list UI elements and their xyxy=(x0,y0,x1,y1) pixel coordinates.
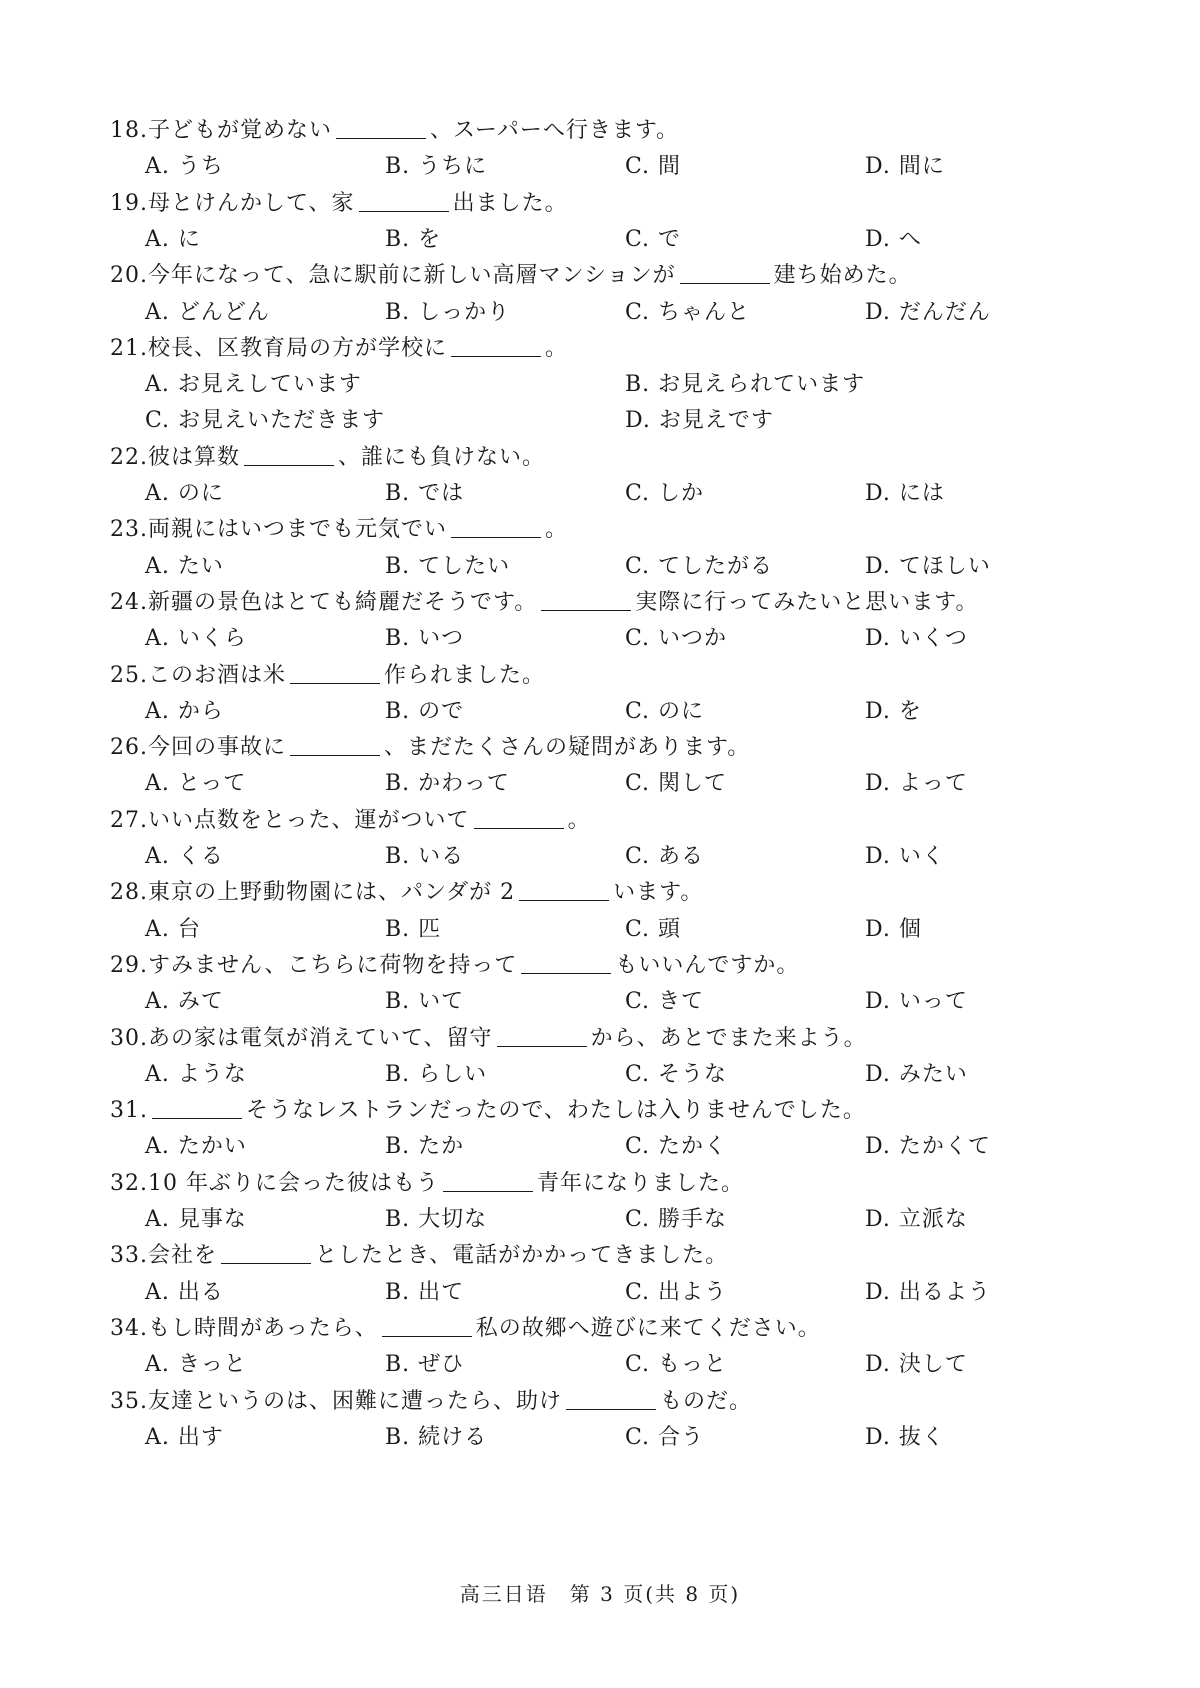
question-30 xyxy=(110,1024,867,1054)
option-C: C. 勝手な xyxy=(625,1207,728,1232)
option-A: A. くる xyxy=(145,844,224,869)
question-text-after: もいいんですか。 xyxy=(615,952,800,978)
question-number: 29. xyxy=(110,952,148,978)
question-number: 26. xyxy=(110,735,148,761)
option-D: D. 個 xyxy=(865,916,922,942)
question-text-before: 子どもが覚めない xyxy=(148,118,333,143)
option-B: B. いて xyxy=(385,989,465,1015)
option-B: B. うちに xyxy=(385,154,488,180)
option-C: C. お見えいただきます xyxy=(145,408,386,434)
question-20 xyxy=(110,261,912,291)
question-34 xyxy=(110,1314,821,1344)
answer-blank xyxy=(519,878,609,901)
option-C: C. ある xyxy=(625,844,705,869)
question-text-before: 今回の事故に xyxy=(148,735,287,761)
answer-blank xyxy=(359,189,449,212)
option-A: A. お見えしています xyxy=(145,372,362,398)
option-C: C. ちゃんと xyxy=(625,299,751,325)
question-number: 21. xyxy=(110,335,148,361)
question-18 xyxy=(110,116,679,146)
option-A: A. どんどん xyxy=(145,299,270,325)
option-D: D. 間に xyxy=(865,154,945,180)
question-text-before: 彼は算数 xyxy=(148,444,241,470)
question-text-after: います。 xyxy=(613,880,704,906)
question-text-after: から、あとでまた来よう。 xyxy=(590,1025,867,1051)
question-text-before: このお酒は米 xyxy=(148,662,287,688)
answer-blank xyxy=(521,951,611,974)
option-B: B. では xyxy=(385,481,465,506)
question-23 xyxy=(110,515,568,545)
question-text-before: もし時間があったら、 xyxy=(148,1315,378,1341)
option-A: A. のに xyxy=(145,481,224,506)
question-text-after: 私の故郷へ遊びに来てください。 xyxy=(475,1315,821,1341)
question-text-after: 青年になりました。 xyxy=(537,1170,745,1196)
answer-blank xyxy=(221,1241,311,1264)
option-B: B. 出て xyxy=(385,1279,465,1305)
option-B: B. を xyxy=(385,226,442,252)
answer-blank xyxy=(474,806,564,829)
option-C: C. しか xyxy=(625,481,705,506)
option-A: A. から xyxy=(145,698,224,724)
question-number: 25. xyxy=(110,662,148,688)
option-C: C. いつか xyxy=(625,626,728,652)
option-A: A. 見事な xyxy=(145,1207,247,1232)
question-33 xyxy=(110,1241,728,1271)
option-D: D. には xyxy=(865,481,945,506)
option-B: B. 大切な xyxy=(385,1207,488,1232)
option-D: D. へ xyxy=(865,226,922,252)
question-number: 23. xyxy=(110,517,148,543)
answer-blank xyxy=(497,1024,587,1047)
option-D: D. いく xyxy=(865,844,945,869)
question-text-after: そうなレストランだったので、わたしは入りませんでした。 xyxy=(246,1098,866,1124)
option-B: B. 匹 xyxy=(385,916,442,942)
question-number: 18. xyxy=(110,118,148,143)
option-A: A. うち xyxy=(145,154,224,180)
question-text-after: 。 xyxy=(567,807,591,833)
question-31 xyxy=(110,1096,866,1126)
question-text-before: 新疆の景色はとても綺麗だそうです。 xyxy=(148,589,538,615)
option-A: A. 出る xyxy=(145,1279,224,1305)
option-D: D. を xyxy=(865,698,922,724)
answer-blank xyxy=(290,733,380,756)
answer-blank xyxy=(336,116,426,139)
option-D: D. 出るよう xyxy=(865,1279,991,1305)
question-24 xyxy=(110,588,979,618)
option-B: B. かわって xyxy=(385,771,510,797)
answer-blank xyxy=(680,261,770,284)
option-B: B. たか xyxy=(385,1134,465,1160)
option-A: A. たかい xyxy=(145,1134,247,1160)
option-A: A. きっと xyxy=(145,1352,247,1378)
question-text-after: 、誰にも負けない。 xyxy=(338,444,546,470)
option-B: B. ので xyxy=(385,698,465,724)
question-27 xyxy=(110,806,591,836)
answer-blank xyxy=(451,334,541,357)
option-D: D. てほしい xyxy=(865,553,991,579)
question-21 xyxy=(110,334,568,364)
option-D: D. いくつ xyxy=(865,626,968,652)
question-text-after: 建ち始めた。 xyxy=(773,263,912,289)
question-number: 30. xyxy=(110,1025,148,1051)
option-C: C. のに xyxy=(625,698,705,724)
question-32 xyxy=(110,1169,744,1199)
option-C: C. 関して xyxy=(625,771,728,797)
option-D: D. いって xyxy=(865,989,968,1015)
question-text-before: いい点数をとった、運がついて xyxy=(148,807,470,833)
question-text-after: 出ました。 xyxy=(452,190,568,216)
answer-blank xyxy=(290,661,380,684)
question-22 xyxy=(110,443,545,473)
question-text-before: 東京の上野動物園には、パンダが 2 xyxy=(148,880,516,906)
answer-blank xyxy=(152,1096,242,1119)
question-text-after: としたとき、電話がかかってきました。 xyxy=(315,1243,729,1269)
option-B: B. いる xyxy=(385,844,465,869)
option-C: C. 合う xyxy=(625,1424,705,1450)
question-text-after: 作られました。 xyxy=(384,662,546,688)
question-text-before: 友達というのは、困難に遭ったら、助け xyxy=(148,1388,563,1414)
question-25 xyxy=(110,661,545,691)
question-number: 32. xyxy=(110,1170,148,1196)
option-B: B. しっかり xyxy=(385,299,511,325)
option-D: D. お見えです xyxy=(625,408,774,434)
question-text-before: 校長、区教育局の方が学校に xyxy=(148,335,448,361)
question-text-after: 。 xyxy=(545,517,569,543)
option-C: C. 頭 xyxy=(625,916,682,942)
question-text-after: 実際に行ってみたいと思います。 xyxy=(635,589,979,615)
option-C: C. たかく xyxy=(625,1134,728,1160)
option-A: A. たい xyxy=(145,553,224,579)
answer-blank xyxy=(244,443,334,466)
option-C: C. きて xyxy=(625,989,705,1015)
question-text-after: 、まだたくさんの疑問があります。 xyxy=(384,735,751,761)
answer-blank xyxy=(451,515,541,538)
question-text-before: 両親にはいつまでも元気でい xyxy=(148,517,448,543)
option-C: C. 出よう xyxy=(625,1279,728,1305)
question-number: 20. xyxy=(110,263,148,289)
question-28 xyxy=(110,878,703,908)
option-A: A. いくら xyxy=(145,626,247,652)
option-B: B. らしい xyxy=(385,1061,488,1087)
option-C: C. もっと xyxy=(625,1352,728,1378)
question-text-before: 10 年ぶりに会った彼はもう xyxy=(148,1170,439,1196)
option-D: D. 立派な xyxy=(865,1207,968,1232)
question-text-before: あの家は電気が消えていて、留守 xyxy=(148,1025,493,1051)
option-A: A. 台 xyxy=(145,916,201,942)
question-text-after: 。 xyxy=(545,335,569,361)
question-number: 19. xyxy=(110,190,148,216)
question-26 xyxy=(110,733,750,763)
option-C: C. そうな xyxy=(625,1061,728,1087)
question-number: 35. xyxy=(110,1388,148,1414)
question-number: 34. xyxy=(110,1315,148,1341)
option-B: B. いつ xyxy=(385,626,465,652)
question-text-after: 、スーパーへ行きます。 xyxy=(430,118,680,143)
page-footer: 高三日语 第 3 页(共 8 页) xyxy=(459,1582,741,1606)
question-number: 28. xyxy=(110,880,148,906)
question-text-before: 母とけんかして、家 xyxy=(148,190,355,216)
option-C: C. 間 xyxy=(625,154,682,180)
option-A: A. みて xyxy=(145,989,224,1015)
question-text-before: 会社を xyxy=(148,1243,218,1269)
question-number: 31. xyxy=(110,1098,148,1124)
question-number: 33. xyxy=(110,1243,148,1269)
option-A: A. に xyxy=(145,226,201,252)
option-C: C. てしたがる xyxy=(625,553,774,579)
question-35 xyxy=(110,1387,752,1417)
option-A: A. とって xyxy=(145,771,247,797)
option-C: C. で xyxy=(625,226,682,252)
option-D: D. よって xyxy=(865,771,968,797)
option-D: D. たかくて xyxy=(865,1134,991,1160)
option-A: A. ような xyxy=(145,1061,247,1087)
option-D: D. だんだん xyxy=(865,299,991,325)
option-D: D. 決して xyxy=(865,1352,968,1378)
option-B: B. お見えられています xyxy=(625,372,866,398)
option-A: A. 出す xyxy=(145,1424,224,1450)
answer-blank xyxy=(566,1387,656,1410)
question-number: 24. xyxy=(110,589,148,615)
question-number: 27. xyxy=(110,807,148,833)
option-D: D. 抜く xyxy=(865,1424,945,1450)
option-B: B. てしたい xyxy=(385,553,511,579)
question-text-after: ものだ。 xyxy=(660,1388,753,1414)
question-19 xyxy=(110,189,568,219)
answer-blank xyxy=(443,1169,533,1192)
answer-blank xyxy=(382,1314,472,1337)
question-number: 22. xyxy=(110,444,148,470)
question-text-before: すみません、こちらに荷物を持って xyxy=(148,952,518,978)
option-D: D. みたい xyxy=(865,1061,968,1087)
option-B: B. ぜひ xyxy=(385,1352,465,1378)
option-B: B. 続ける xyxy=(385,1424,488,1450)
question-text-before: 今年になって、急に駅前に新しい高層マンションが xyxy=(148,263,676,289)
question-29 xyxy=(110,951,799,981)
answer-blank xyxy=(541,588,631,611)
